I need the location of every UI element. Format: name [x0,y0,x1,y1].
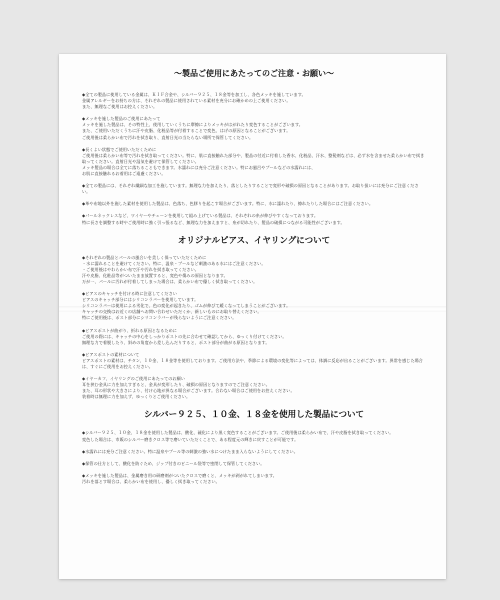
earrings-section [82,255,426,401]
card-content [82,68,426,571]
earring-paragraph: ◆ピアスポストの素材について ピアスポストの素材は、チタン、１０金、１８金等を使用しております。ご使用方法や、季節による環境の変化等によっては、体調に反応が出ることがございます。異常を感じた場合は、すぐにご使用をお控えください。 [82,351,423,369]
earring-paragraph: ◆ピアスのキャッチを付ける時に注意してください ピアスのキャッチ部分にはシリコンラバーを使用しています。 シリコンラバーは使用による劣化で、色の変化が起きたり、ゴムが伸びて緩くなってしまうことがございます。 キャッチの交換はお近くの店舗へお問い合わせいただくか、新しいものにお取り替えください。 特にご使用後は、ポスト部分にシリコンラバーが残らないようにご注意ください。 [82,291,291,321]
metal-paragraph: ◆水濡れには充分ご注意ください。特に温泉やプール等の刺激の強い水につけたまま入らないようにしてください。 [82,448,298,454]
metal-paragraph: ◆シルバー９２５、１０金、１８金を使用した製品は、酸化、硫化により黒く変色することがございます。ご使用後は柔らかい布で、汗や皮脂を拭き取ってください。 変色した場合は、市販のシルバー磨きクロス等で磨いていただくことで、ある程度元の輝きに戻すことが可能です。 [82,430,394,442]
care-paragraph: ◆メッキを施した製品のご使用にあたって メッキを施した製品は、その特性上、使用していくうちに摩擦によりメッキがはがれたり変色することがございます。 また、ご使用いただくうちに汗や皮脂、化粧品等が付着することで変色、はげの原因となることがございます。 ご使用後は柔らかい布で汚れを拭き取り、直射日光の当たらない場所で保管してください。 [82,116,303,140]
earring-paragraph: ◆イヤーカフ、イヤリングのご使用にあたってのお願い 耳を挟む金具に力を加えすぎると、金具が変形したり、破損の原因となりますのでご注意ください。 また、耳の形状や大きさにより、付け心地が異なる場合がございます。合わない場合はご使用をお控えください。 装着時は無理に力を加えず、ゆっくりとご使用ください。 [82,376,295,400]
metal-paragraph: ◆保管の仕方として、酸化を防ぐため、ジップ付きのビニール袋等で密閉して保管してください。 [82,460,265,466]
section-heading-earrings: オリジナルピアス、イヤリングについて [177,235,331,246]
silver-gold-section [82,430,426,485]
earring-paragraph: ◆ピアスポストが曲がり、折れる原因となるために ご使用の際には、キャッチの中心をしっかりポストの先に合わせて確認してから、ゆっくり付けてください。 無理な力で着脱したり、斜めの角度から差し込んだりすると、ポスト部分が曲がる原因となります。 [82,327,287,345]
earring-paragraph: ◆それぞれの製品とパールの風合いを美しく保っていただくために ・水に濡れることを避けてください。特に、温泉・プールなど刺激のある水にはご注意ください。 ・ご使用後はやわらかい布で汗や汚れを拭き取ってください。 汗や皮脂、化粧品等がついたまま放置すると、変色や傷みの原因となります。 万が一、パールに汚れが付着してしまった場合は、柔らかい布で優しく拭き取ってください。 [82,254,266,284]
card-title: ～製品ご使用にあたってのご注意・お願い～ [174,68,334,78]
section-heading-silver-gold: シルバー９２５、１０金、１８金を使用した製品について [143,410,365,421]
general-care-section [82,92,426,226]
care-paragraph: ◆長くよい状態でご使用いただくために ご使用後は柔らかい布等で汚れを拭き取ってください。特に、肌に直接触れた部分や、製品の付近に付着した香水、化粧品、汗水、整髪剤などは、必ず水を含ませた柔らかい布で拭き取ってください。直射日光や湿気を避けて保管してください。 メッキ製品の場合は全てに落ちることもできます。水濡れには充分ご注意ください。特にお風呂やプールなどの水濡れには、 お肌に直接触れるお着用はご遠慮ください。 [82,146,425,177]
care-paragraph: ◆全ての製品に使用している金属は、ＫＩＦ合金や、シルバー９２５、１８金等を加工し、各色メッキを施しています。 金属アレルギーをお持ちの方は、それぞれの製品に使用されている素材を充分にお確かめの上ご使用ください。 また、無理なご使用はお控えください。 [82,92,306,110]
care-paragraph: ◆パールネックレスなど、ワイヤーやチェーンを使用して組み上げている製品は、それぞれの糸が伸びやすくなっております。 特に長さを調整する時やご使用時に強く引っ張るなど、無理な力を加えますと、糸が切れたり、製品の破損につながる可能性がございます。 [82,213,345,225]
care-paragraph: ◆革や布地以外を施した素材を使用した製品は、色落ち、色移りを起こす場合がございます。特に、水に濡れたり、擦れたりした場合にはご注意ください。 [82,201,374,207]
metal-paragraph: ◆メッキを施した製品は、金属磨き用の研磨剤がついたクロスで磨くと、メッキが剥がれてしまいます。 汚れを落とす場合は、柔らかい布を使用し、優しく拭き取ってください。 [82,472,277,484]
instruction-card [59,54,446,579]
care-paragraph: ◆全ての製品には、それぞれ繊細な加工を施しています。無理な力を加えたり、落としたりすることで変形や破損の原因となることがあります。お取り扱いには充分にご注意ください。 [82,183,419,195]
